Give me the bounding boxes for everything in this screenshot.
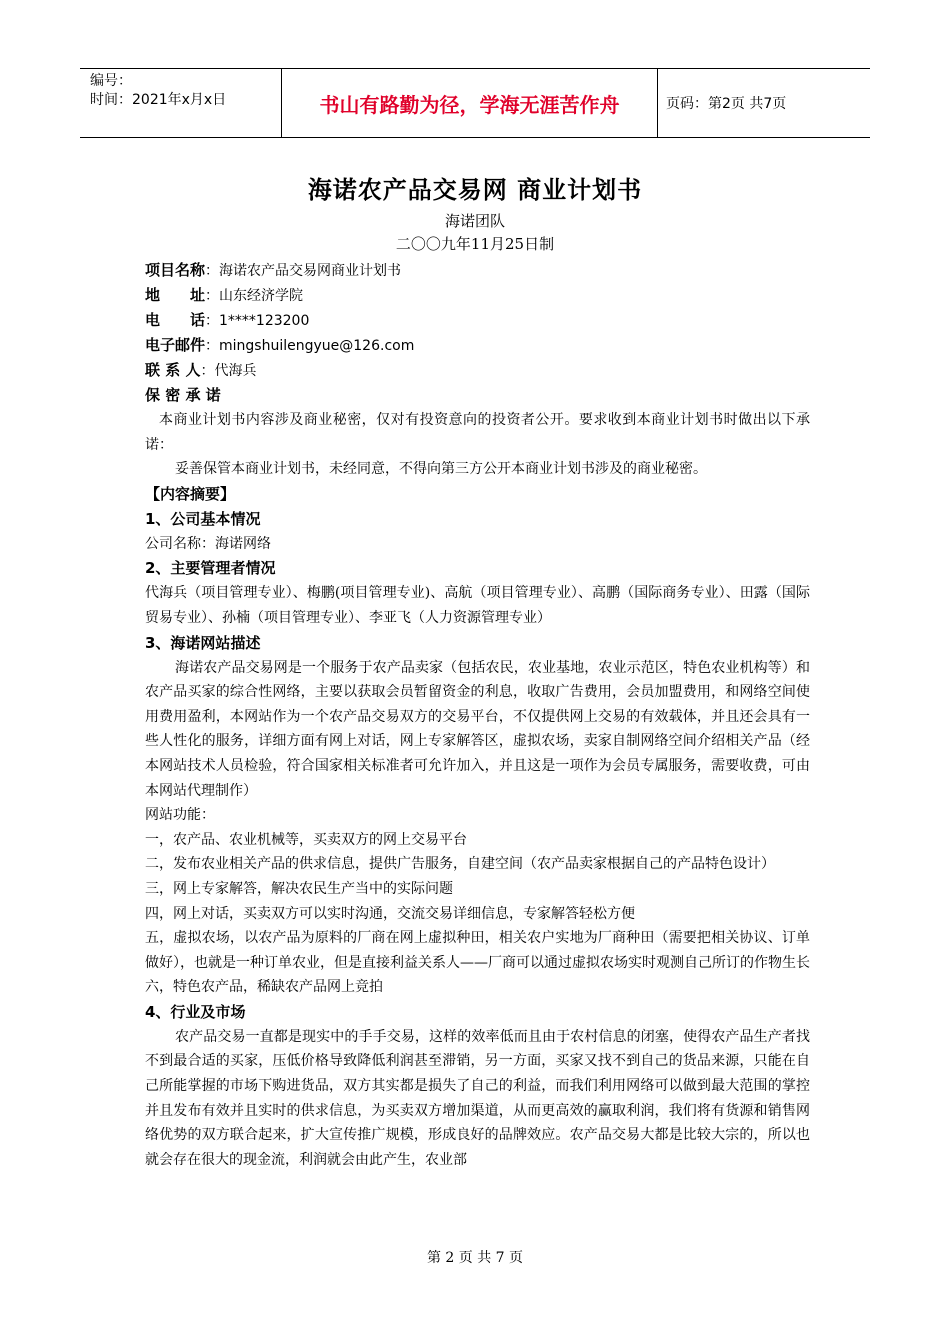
confidential-commitment: 妥善保管本商业计划书，未经同意，不得向第三方公开本商业计划书涉及的商业秘密。 — [175, 461, 707, 478]
section-3-text: 海诺农产品交易网是一个服务于农产品卖家（包括农民，农业基地，农业示范区，特色农业机构等）和农产品买家的综合性网络，主要以获取会员暂留资金的利息，收取广告费用，会员加盟费用，和网络空间使用费用盈利，本网站作为一个农产品交易双方的交易平台，不仅提供网上交易的有效载体，并且还会具有一些人性化的服务，详细方面有网上对话，网上专家解答区，虚拟农场，卖家自制网络空间介绍相关产品（经本网站技术人员检验，符合国家相关标准者可允许加入，并且这是一项作为会员专属服务，需要收费，可由本网站代理制作） — [145, 659, 810, 799]
page-info: 页码：第2页 共7页 — [666, 96, 787, 112]
date-label: 时间：2021年x月x日 — [90, 92, 227, 108]
section-2-heading: 2、主要管理者情况 — [145, 559, 276, 578]
section-1-text: 公司名称：海诺网络 — [145, 535, 271, 552]
functions-label: 网站功能： — [145, 807, 215, 824]
section-3-heading: 3、海诺网站描述 — [145, 633, 261, 652]
info-row-project — [145, 258, 810, 283]
header-table — [80, 68, 870, 138]
info-value: ：海诺农产品交易网商业计划书 — [205, 263, 402, 279]
info-value: ：山东经济学院 — [205, 288, 304, 304]
info-label: 电 话 — [145, 311, 206, 329]
section-1-heading: 1、公司基本情况 — [145, 509, 261, 528]
info-row-contact — [145, 358, 810, 383]
document-date: 二〇〇九年11月25日制 — [395, 235, 555, 253]
section-4-text: 农产品交易一直都是现实中的手手交易，这样的效率低而且由于农村信息的闭塞，使得农产品生产者找不到最合适的买家，压低价格导致降低利润甚至滞销，另一方面，买家又找不到自己的货品来源，只能在自己所能掌握的市场下购进货品，双方其实都是损失了自己的利益，而我们利用网络可以做到最大范围的掌控并且发布有效并且实时的供求信息，为买卖双方增加渠道，从而更高效的赢取利润，我们将有货源和销售网络优势的双方联合起来，扩大宣传推广规模，形成良好的品牌效应。农产品交易大都是比较大宗的，所以也就会存在很大的现金流，利润就会由此产生，农业部 — [145, 1028, 810, 1168]
document-body — [145, 258, 810, 1172]
info-value: ：mingshuilengyue@126.com — [205, 338, 415, 354]
info-label: 联 系 人 — [145, 361, 201, 379]
motto: 书山有路勤为径，学海无涯苦作舟 — [282, 69, 658, 137]
section-4-heading: 4、行业及市场 — [145, 1002, 246, 1021]
team-name: 海诺团队 — [444, 212, 505, 230]
number-label: 编号： — [90, 73, 132, 89]
summary-heading: 【内容摘要】 — [145, 484, 236, 503]
info-row-email — [145, 333, 810, 358]
confidential-paragraph: 本商业计划书内容涉及商业秘密，仅对有投资意向的投资者公开。要求收到本商业计划书时做出以下承诺： — [145, 412, 810, 453]
function-item: 六，特色农产品，稀缺农产品网上竞拍 — [145, 979, 383, 996]
function-item: 二，发布农业相关产品的供求信息，提供广告服务，自建空间（农产品卖家根据自己的产品特色设计） — [145, 856, 775, 873]
info-value: ：1****123200 — [205, 313, 310, 329]
header-left-cell — [80, 69, 282, 137]
function-item: 四，网上对话，买卖双方可以实时沟通，交流交易详细信息，专家解答轻松方便 — [145, 905, 635, 922]
info-row-address — [145, 283, 810, 308]
info-label: 电子邮件 — [145, 336, 206, 354]
document-title: 海诺农产品交易网 商业计划书 — [307, 176, 643, 204]
function-item: 三，网上专家解答，解决农民生产当中的实际问题 — [145, 880, 453, 897]
confidential-heading: 保 密 承 诺 — [145, 386, 221, 404]
info-value: ：代海兵 — [200, 363, 257, 379]
info-label: 项目名称 — [145, 261, 206, 279]
function-item: 一，农产品、农业机械等，买卖双方的网上交易平台 — [145, 831, 467, 848]
function-item: 五，虚拟农场，以农产品为原料的厂商在网上虚拟种田，相关农户实地为厂商种田（需要把相关协议、订单做好），也就是一种订单农业，但是直接利益关系人——厂商可以通过虚拟农场实时观测自己所订的作物生长 — [145, 930, 810, 971]
page-footer: 第 2 页 共 7 页 — [426, 1250, 524, 1266]
info-row-phone — [145, 308, 810, 333]
section-2-text: 代海兵（项目管理专业）、梅鹏(项目管理专业)、高航（项目管理专业）、高鹏（国际商务专业）、田露（国际贸易专业）、孙楠（项目管理专业）、李亚飞（人力资源管理专业） — [145, 585, 810, 626]
info-label: 地 址 — [145, 286, 206, 304]
